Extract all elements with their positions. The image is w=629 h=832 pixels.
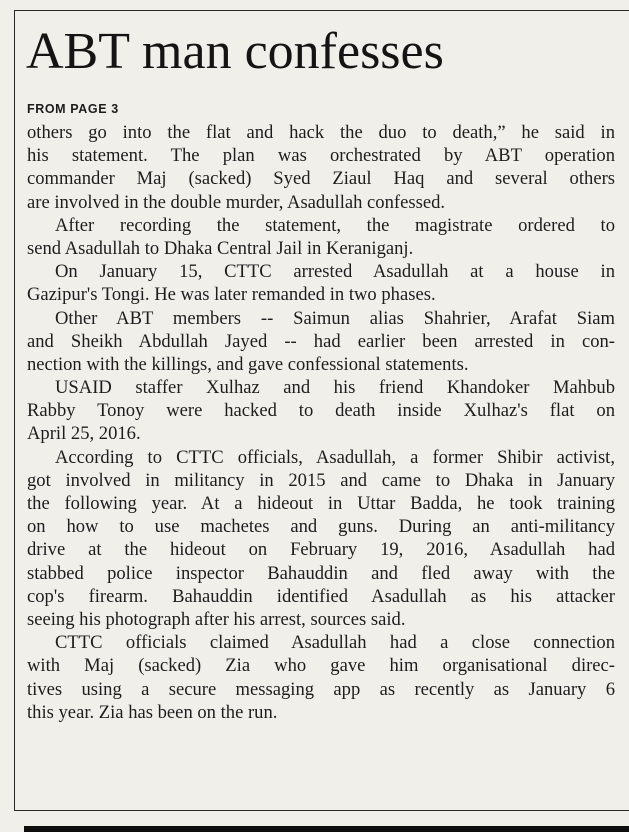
article-line: got involved in militancy in 2015 and came to Dhaka in January (27, 469, 615, 491)
left-column-rule (14, 10, 15, 810)
next-article-bar (24, 826, 629, 832)
article-line: his statement. The plan was orchestrated by ABT operation (27, 145, 615, 167)
article-line: stabbed police inspector Bahauddin and fled away with the (27, 562, 615, 584)
article-line: Gazipur's Tongi. He was later remanded in two phases. (27, 284, 436, 306)
bottom-rule (14, 810, 629, 811)
jump-line: FROM PAGE 3 (27, 102, 119, 116)
article-line: According to CTTC officials, Asadullah, a former Shibir activist, (55, 446, 615, 468)
article-line: After recording the statement, the magistrate ordered to (55, 214, 615, 236)
article-line: drive at the hideout on February 19, 2016, Asadullah had (27, 539, 615, 561)
article-line: the following year. At a hideout in Uttar Badda, he took training (27, 493, 615, 514)
article-line: nection with the killings, and gave confessional statements. (27, 353, 469, 375)
article-line: Other ABT members -- Saimun alias Shahrier, Arafat Siam (55, 307, 615, 329)
article-line: tives using a secure messaging app as recently as January 6 (27, 678, 615, 700)
article-line: CTTC officials claimed Asadullah had a close connection (55, 632, 615, 654)
article-line: Rabby Tonoy were hacked to death inside Xulhaz's flat on (27, 400, 615, 422)
article-line: on how to use machetes and guns. During an anti-militancy (27, 516, 615, 538)
article-line: this year. Zia has been on the run. (27, 701, 278, 723)
article-line: and Sheikh Abdullah Jayed -- had earlier been arrested in con- (27, 330, 615, 352)
article-line: commander Maj (sacked) Syed Ziaul Haq and several others (27, 168, 615, 190)
article-line: are involved in the double murder, Asadullah confessed. (27, 191, 446, 213)
article-body (27, 121, 615, 724)
article-line: seeing his photograph after his arrest, sources said. (27, 608, 406, 630)
article-line: On January 15, CTTC arrested Asadullah at a house in (55, 261, 615, 283)
article-line: cop's firearm. Bahauddin identified Asadullah as his attacker (27, 585, 615, 607)
headline: ABT man confesses (26, 23, 444, 80)
article-line: others go into the flat and hack the duo to death,” he said in (27, 122, 615, 143)
article-line: April 25, 2016. (27, 423, 141, 445)
article-line: send Asadullah to Dhaka Central Jail in Keraniganj. (27, 237, 414, 259)
article-line: USAID staffer Xulhaz and his friend Khandoker Mahbub (55, 377, 615, 399)
article-line: with Maj (sacked) Zia who gave him organisational direc- (27, 655, 615, 677)
top-rule (14, 10, 629, 11)
